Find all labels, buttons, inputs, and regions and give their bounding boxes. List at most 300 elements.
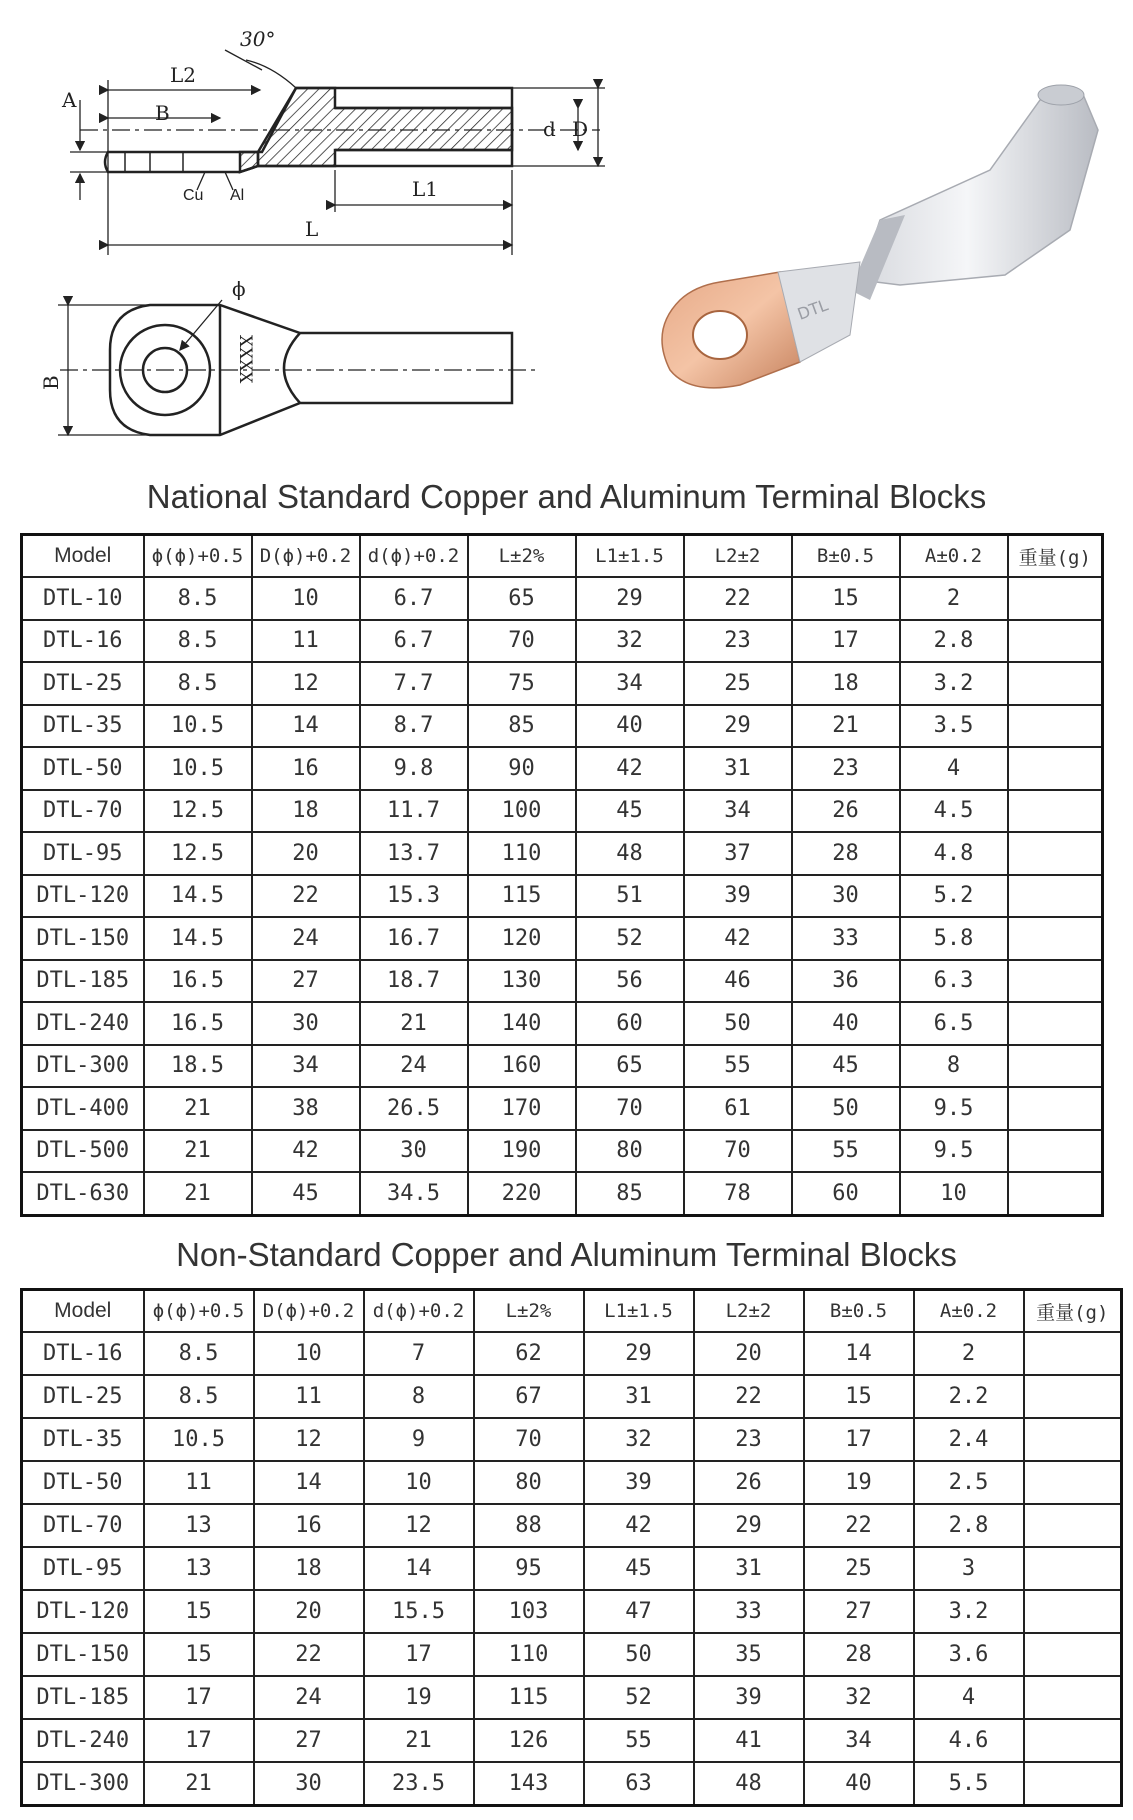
value-cell: 170 [468,1087,576,1130]
value-cell: 13 [144,1547,254,1590]
value-cell: 103 [474,1590,584,1633]
value-cell: 27 [252,960,360,1003]
value-cell: 110 [468,832,576,875]
table-row [22,1418,1122,1461]
value-cell: 126 [474,1719,584,1762]
value-cell [1008,662,1103,705]
svg-text:L2: L2 [170,63,197,87]
value-cell: 26 [792,790,900,833]
model-cell: DTL-300 [22,1045,144,1088]
table-row [22,1172,1103,1215]
model-cell: DTL-35 [22,1418,144,1461]
value-cell: 10.5 [144,747,252,790]
value-cell: 10 [254,1332,364,1375]
value-cell: 50 [684,1002,792,1045]
header-A: A±0.2 [914,1290,1024,1333]
value-cell: 34 [252,1045,360,1088]
value-cell: 21 [144,1130,252,1173]
header-L1: L1±1.5 [584,1290,694,1333]
value-cell: 34 [684,790,792,833]
table-row [22,960,1103,1003]
value-cell: 21 [144,1087,252,1130]
value-cell: 15 [144,1590,254,1633]
table-row [22,747,1103,790]
value-cell [1024,1633,1122,1676]
value-cell [1008,1087,1103,1130]
value-cell: 27 [254,1719,364,1762]
svg-text:Cu: Cu [183,187,204,204]
value-cell: 29 [684,705,792,748]
value-cell [1008,1130,1103,1173]
value-cell: 42 [684,917,792,960]
table-row [22,1504,1122,1547]
value-cell: 63 [584,1762,694,1806]
value-cell: 11 [144,1461,254,1504]
svg-text:Al: Al [230,187,245,204]
value-cell: 33 [694,1590,804,1633]
value-cell: 40 [792,1002,900,1045]
value-cell [1024,1418,1122,1461]
value-cell: 7.7 [360,662,468,705]
value-cell: 16.5 [144,960,252,1003]
value-cell [1008,832,1103,875]
value-cell: 12.5 [144,832,252,875]
svg-text:L1: L1 [412,177,439,201]
model-cell: DTL-50 [22,1461,144,1504]
table-row [22,1719,1122,1762]
header-row [22,535,1103,578]
table-row [22,917,1103,960]
value-cell: 55 [684,1045,792,1088]
value-cell: 140 [468,1002,576,1045]
value-cell: 27 [804,1590,914,1633]
value-cell: 14.5 [144,875,252,918]
model-cell: DTL-300 [22,1762,144,1806]
value-cell: 6.7 [360,577,468,620]
value-cell: 21 [792,705,900,748]
header-L2: L2±2 [684,535,792,578]
model-cell: DTL-150 [22,917,144,960]
value-cell: 8.5 [144,1332,254,1375]
value-cell: 50 [584,1633,694,1676]
value-cell: 23 [792,747,900,790]
value-cell [1008,960,1103,1003]
value-cell [1024,1461,1122,1504]
value-cell: 13 [144,1504,254,1547]
value-cell: 31 [584,1375,694,1418]
value-cell: 70 [576,1087,684,1130]
value-cell: 61 [684,1087,792,1130]
value-cell: 45 [792,1045,900,1088]
value-cell [1024,1590,1122,1633]
header-B: B±0.5 [792,535,900,578]
value-cell: 10 [900,1172,1008,1215]
value-cell: 15.3 [360,875,468,918]
table-row [22,662,1103,705]
value-cell: 80 [576,1130,684,1173]
header-L1: L1±1.5 [576,535,684,578]
header-B: B±0.5 [804,1290,914,1333]
value-cell: 50 [792,1087,900,1130]
value-cell: 14 [254,1461,364,1504]
model-cell: DTL-70 [22,1504,144,1547]
value-cell: 190 [468,1130,576,1173]
value-cell: 8 [900,1045,1008,1088]
value-cell: 2.8 [900,620,1008,663]
value-cell: 65 [576,1045,684,1088]
model-cell: DTL-95 [22,832,144,875]
value-cell: 70 [468,620,576,663]
value-cell: 22 [684,577,792,620]
table-row [22,1130,1103,1173]
value-cell [1008,1045,1103,1088]
model-cell: DTL-25 [22,662,144,705]
value-cell [1008,917,1103,960]
value-cell: 3.5 [900,705,1008,748]
value-cell: 67 [474,1375,584,1418]
value-cell: 90 [468,747,576,790]
value-cell: 9.5 [900,1130,1008,1173]
table-row [22,1676,1122,1719]
model-cell: DTL-95 [22,1547,144,1590]
value-cell: 8 [364,1375,474,1418]
value-cell: 34 [804,1719,914,1762]
value-cell: 21 [364,1719,474,1762]
value-cell: 80 [474,1461,584,1504]
model-cell: DTL-240 [22,1002,144,1045]
value-cell: 30 [254,1762,364,1806]
table-row [22,1590,1122,1633]
value-cell: 6.3 [900,960,1008,1003]
value-cell: 20 [254,1590,364,1633]
value-cell: 75 [468,662,576,705]
svg-text:B: B [155,101,170,125]
value-cell: 12 [252,662,360,705]
value-cell: 17 [144,1719,254,1762]
value-cell: 3.6 [914,1633,1024,1676]
nonstandard-table [20,1288,1123,1807]
value-cell: 17 [144,1676,254,1719]
header-L: L±2% [474,1290,584,1333]
value-cell: 65 [468,577,576,620]
svg-text:D: D [572,117,589,141]
value-cell: 30 [252,1002,360,1045]
header-D: D(ϕ)+0.2 [254,1290,364,1333]
value-cell: 2.8 [914,1504,1024,1547]
value-cell: 47 [584,1590,694,1633]
header-A: A±0.2 [900,535,1008,578]
value-cell: 16 [254,1504,364,1547]
value-cell [1024,1547,1122,1590]
value-cell: 6.5 [900,1002,1008,1045]
value-cell: 10.5 [144,1418,254,1461]
value-cell: 35 [694,1633,804,1676]
value-cell: 45 [252,1172,360,1215]
value-cell: 18.7 [360,960,468,1003]
value-cell: 2.5 [914,1461,1024,1504]
table-row [22,790,1103,833]
value-cell [1008,747,1103,790]
table-row [22,1045,1103,1088]
value-cell: 70 [684,1130,792,1173]
value-cell: 29 [576,577,684,620]
model-cell: DTL-240 [22,1719,144,1762]
value-cell: 78 [684,1172,792,1215]
value-cell: 22 [252,875,360,918]
value-cell: 23 [684,620,792,663]
value-cell [1024,1719,1122,1762]
value-cell: 32 [804,1676,914,1719]
value-cell: 34.5 [360,1172,468,1215]
value-cell: 26.5 [360,1087,468,1130]
value-cell: 5.8 [900,917,1008,960]
value-cell: 42 [576,747,684,790]
value-cell: 21 [144,1172,252,1215]
marking-label: XXXX [235,335,255,384]
value-cell: 2 [900,577,1008,620]
value-cell: 16.5 [144,1002,252,1045]
value-cell [1024,1762,1122,1806]
value-cell: 12 [254,1418,364,1461]
value-cell: 9 [364,1418,474,1461]
model-cell: DTL-25 [22,1375,144,1418]
model-cell: DTL-16 [22,1332,144,1375]
value-cell: 15 [144,1633,254,1676]
value-cell [1024,1332,1122,1375]
value-cell: 8.7 [360,705,468,748]
value-cell: 14 [252,705,360,748]
nonstandard-table-title: Non-Standard Copper and Aluminum Terminal Blocks [176,1236,957,1273]
value-cell [1024,1375,1122,1418]
value-cell: 3.2 [900,662,1008,705]
header-weight: 重量(g) [1008,535,1103,578]
value-cell: 45 [584,1547,694,1590]
value-cell: 60 [792,1172,900,1215]
value-cell: 3 [914,1547,1024,1590]
value-cell: 16 [252,747,360,790]
value-cell: 32 [584,1418,694,1461]
value-cell: 115 [474,1676,584,1719]
value-cell: 42 [252,1130,360,1173]
value-cell: 55 [584,1719,694,1762]
value-cell: 17 [364,1633,474,1676]
value-cell: 160 [468,1045,576,1088]
model-cell: DTL-120 [22,875,144,918]
value-cell: 30 [792,875,900,918]
value-cell: 55 [792,1130,900,1173]
value-cell: 17 [804,1418,914,1461]
value-cell: 12.5 [144,790,252,833]
value-cell: 130 [468,960,576,1003]
phi-label: ϕ [232,277,246,301]
value-cell: 4.8 [900,832,1008,875]
value-cell: 120 [468,917,576,960]
value-cell: 39 [694,1676,804,1719]
value-cell: 31 [684,747,792,790]
value-cell: 8.5 [144,662,252,705]
value-cell: 18 [254,1547,364,1590]
value-cell: 100 [468,790,576,833]
value-cell [1008,1172,1103,1215]
svg-text:L: L [305,217,319,241]
national-table-title: National Standard Copper and Aluminum Terminal Blocks [146,478,987,515]
value-cell: 14 [364,1547,474,1590]
value-cell: 88 [474,1504,584,1547]
value-cell: 20 [252,832,360,875]
value-cell: 15 [792,577,900,620]
value-cell: 34 [576,662,684,705]
value-cell: 29 [584,1332,694,1375]
table-row [22,1087,1103,1130]
value-cell: 31 [694,1547,804,1590]
value-cell [1008,705,1103,748]
value-cell: 60 [576,1002,684,1045]
value-cell: 110 [474,1633,584,1676]
header-model: Model [22,1290,144,1333]
value-cell: 9.5 [900,1087,1008,1130]
value-cell: 24 [360,1045,468,1088]
model-cell: DTL-10 [22,577,144,620]
header-L2: L2±2 [694,1290,804,1333]
value-cell: 29 [694,1504,804,1547]
value-cell: 10 [364,1461,474,1504]
value-cell: 11 [252,620,360,663]
header-d: d(ϕ)+0.2 [364,1290,474,1333]
model-cell: DTL-185 [22,1676,144,1719]
header-phi: ϕ(ϕ)+0.5 [144,535,252,578]
model-cell: DTL-120 [22,1590,144,1633]
value-cell: 11 [254,1375,364,1418]
value-cell: 143 [474,1762,584,1806]
value-cell: 45 [576,790,684,833]
value-cell: 8.5 [144,620,252,663]
table-row [22,1633,1122,1676]
value-cell [1008,790,1103,833]
value-cell: 18 [252,790,360,833]
header-row [22,1290,1122,1333]
model-cell: DTL-70 [22,790,144,833]
national-standard-table [20,533,1104,1217]
value-cell: 52 [584,1676,694,1719]
value-cell [1008,620,1103,663]
header-model: Model [22,535,144,578]
value-cell [1024,1676,1122,1719]
value-cell: 52 [576,917,684,960]
value-cell [1008,1002,1103,1045]
value-cell: 42 [584,1504,694,1547]
value-cell: 4.6 [914,1719,1024,1762]
value-cell: 2.4 [914,1418,1024,1461]
value-cell: 14.5 [144,917,252,960]
value-cell: 115 [468,875,576,918]
model-cell: DTL-630 [22,1172,144,1215]
value-cell: 51 [576,875,684,918]
value-cell: 85 [468,705,576,748]
value-cell: 13.7 [360,832,468,875]
value-cell: 32 [576,620,684,663]
value-cell: 38 [252,1087,360,1130]
value-cell: 4.5 [900,790,1008,833]
model-cell: DTL-185 [22,960,144,1003]
value-cell: 48 [694,1762,804,1806]
value-cell: 10.5 [144,705,252,748]
value-cell: 3.2 [914,1590,1024,1633]
value-cell: 9.8 [360,747,468,790]
value-cell: 22 [254,1633,364,1676]
value-cell: 28 [804,1633,914,1676]
value-cell: 14 [804,1332,914,1375]
value-cell: 21 [144,1762,254,1806]
value-cell: 46 [684,960,792,1003]
value-cell: 21 [360,1002,468,1045]
value-cell: 23.5 [364,1762,474,1806]
model-cell: DTL-150 [22,1633,144,1676]
product-photo [662,85,1098,388]
value-cell: 39 [584,1461,694,1504]
value-cell: 5.5 [914,1762,1024,1806]
value-cell: 10 [252,577,360,620]
table-row [22,577,1103,620]
b-label: B [39,375,63,390]
value-cell: 40 [804,1762,914,1806]
table-row [22,1002,1103,1045]
value-cell: 6.7 [360,620,468,663]
value-cell: 19 [804,1461,914,1504]
value-cell: 40 [576,705,684,748]
value-cell [1024,1504,1122,1547]
value-cell: 22 [804,1504,914,1547]
svg-text:A: A [62,88,77,112]
model-cell: DTL-500 [22,1130,144,1173]
svg-text:d: d [543,117,556,141]
value-cell: 62 [474,1332,584,1375]
technical-drawing [0,0,1133,470]
value-cell: 24 [254,1676,364,1719]
value-cell: 19 [364,1676,474,1719]
value-cell: 2.2 [914,1375,1024,1418]
value-cell: 4 [914,1676,1024,1719]
header-weight: 重量(g) [1024,1290,1122,1333]
value-cell: 41 [694,1719,804,1762]
table-row [22,875,1103,918]
value-cell: 4 [900,747,1008,790]
value-cell: 48 [576,832,684,875]
table-row [22,1547,1122,1590]
value-cell: 18 [792,662,900,705]
table-row [22,1332,1122,1375]
table-row [22,705,1103,748]
value-cell: 28 [792,832,900,875]
value-cell: 39 [684,875,792,918]
table-row [22,1461,1122,1504]
value-cell: 33 [792,917,900,960]
table-row [22,832,1103,875]
value-cell: 23 [694,1418,804,1461]
value-cell: 24 [252,917,360,960]
value-cell: 36 [792,960,900,1003]
value-cell: 85 [576,1172,684,1215]
value-cell: 22 [694,1375,804,1418]
value-cell: 12 [364,1504,474,1547]
value-cell: 18.5 [144,1045,252,1088]
model-cell: DTL-400 [22,1087,144,1130]
value-cell: 11.7 [360,790,468,833]
model-cell: DTL-16 [22,620,144,663]
value-cell: 15.5 [364,1590,474,1633]
value-cell: 37 [684,832,792,875]
value-cell: 17 [792,620,900,663]
value-cell: 30 [360,1130,468,1173]
